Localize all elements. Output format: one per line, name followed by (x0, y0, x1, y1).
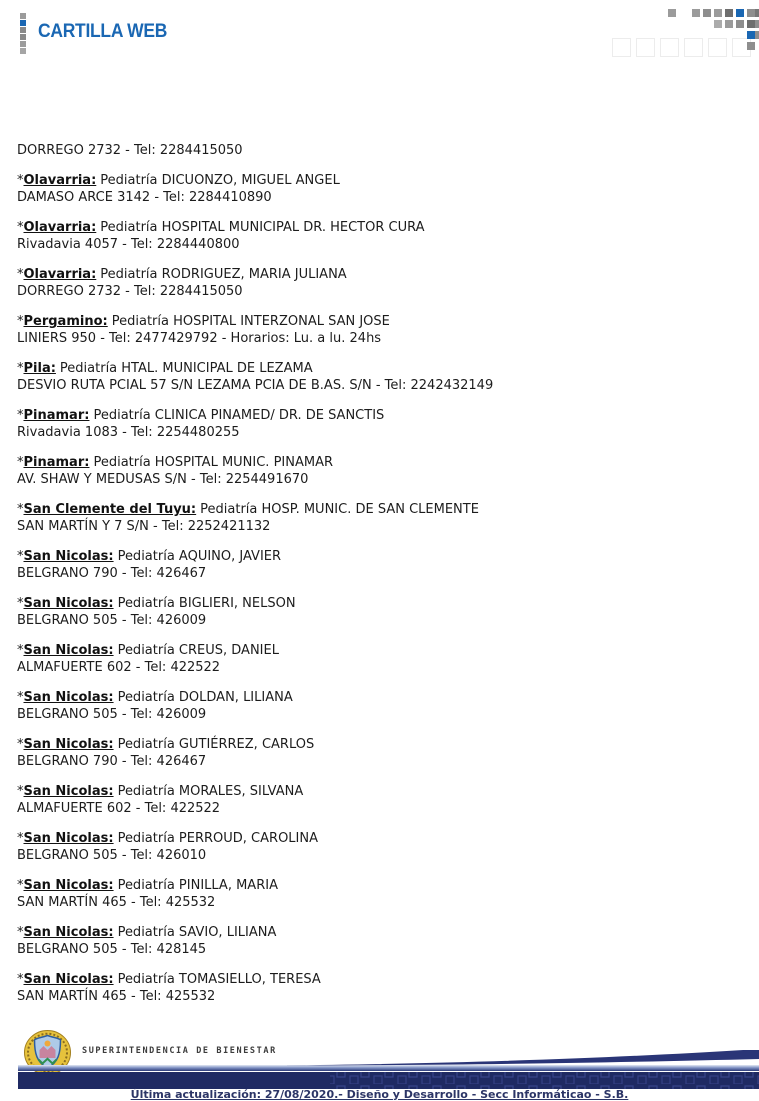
directory-entry (17, 407, 737, 441)
entry-address: AV. SHAW Y MEDUSAS S/N - Tel: 2254491670 (17, 472, 309, 487)
directory-entry (17, 501, 737, 535)
entry-provider: Pediatría HOSPITAL INTERZONAL SAN JOSE (111, 314, 390, 329)
entry-marker: * (17, 831, 24, 846)
entry-provider: Pediatría PINILLA, MARIA (117, 878, 278, 893)
directory-entry (17, 172, 737, 206)
entry-address: BELGRANO 790 - Tel: 426467 (17, 754, 207, 769)
page-title: CARTILLA WEB (38, 21, 168, 42)
entry-city: Pinamar: (23, 408, 90, 423)
entry-city: San Nicolas: (23, 690, 114, 705)
entry-address: BELGRANO 505 - Tel: 428145 (17, 942, 207, 957)
entry-marker: * (17, 455, 24, 470)
entry-city: Olavarria: (23, 267, 97, 282)
entry-city: San Nicolas: (23, 972, 114, 987)
entry-city: San Nicolas: (23, 925, 114, 940)
entry-marker: * (17, 408, 24, 423)
entry-address: BELGRANO 790 - Tel: 426467 (17, 566, 207, 581)
entry-marker: * (17, 173, 24, 188)
entry-provider: Pediatría BIGLIERI, NELSON (117, 596, 296, 611)
footer-wave-decoration (0, 1050, 759, 1092)
entry-provider: Pediatría PERROUD, CAROLINA (117, 831, 318, 846)
entry-city: Pila: (23, 361, 56, 376)
entry-provider: Pediatría HOSP. MUNIC. DE SAN CLEMENTE (200, 502, 479, 517)
directory-entry (17, 971, 737, 1005)
last-update-note: Última actualización: 27/08/2020.- Diseño y Desarrollo - Secc Informáticao - S.B. (130, 1088, 629, 1101)
entry-address: BELGRANO 505 - Tel: 426009 (17, 613, 207, 628)
directory-list (17, 142, 737, 1018)
directory-entry (17, 313, 737, 347)
entry-provider: Pediatría GUTIÉRREZ, CARLOS (117, 737, 315, 752)
entry-marker: * (17, 925, 24, 940)
entry-marker: * (17, 267, 24, 282)
entry-address: BELGRANO 505 - Tel: 426010 (17, 848, 207, 863)
directory-entry (17, 783, 737, 817)
entry-address: ALMAFUERTE 602 - Tel: 422522 (17, 801, 221, 816)
entry-provider: Pediatría DICUONZO, MIGUEL ANGEL (100, 173, 340, 188)
entry-marker: * (17, 737, 24, 752)
directory-entry (17, 219, 737, 253)
entry-address: DORREGO 2732 - Tel: 2284415050 (17, 284, 243, 299)
entry-provider: Pediatría CREUS, DANIEL (117, 643, 279, 658)
entry-address: DAMASO ARCE 3142 - Tel: 2284410890 (17, 190, 272, 205)
entry-marker: * (17, 643, 24, 658)
entry-address: SAN MARTÍN 465 - Tel: 425532 (17, 989, 216, 1004)
entry-marker: * (17, 596, 24, 611)
entry-city: San Nicolas: (23, 878, 114, 893)
directory-entry (17, 642, 737, 676)
pixel-mosaic-decoration (0, 0, 759, 60)
directory-entry (17, 548, 737, 582)
entry-provider: Pediatría CLINICA PINAMED/ DR. DE SANCTIS (93, 408, 385, 423)
entry-provider: Pediatría SAVIO, LILIANA (117, 925, 277, 940)
directory-entry (17, 595, 737, 629)
entry-provider: Pediatría RODRIGUEZ, MARIA JULIANA (100, 267, 347, 282)
entry-marker: * (17, 549, 24, 564)
entry-city: San Nicolas: (23, 596, 114, 611)
entry-provider: Pediatría HOSPITAL MUNICIPAL DR. HECTOR CURA (100, 220, 425, 235)
directory-entry (17, 736, 737, 770)
entry-marker: * (17, 878, 24, 893)
entry-city: Olavarria: (23, 220, 97, 235)
directory-entry (17, 454, 737, 488)
entry-address: Rivadavia 4057 - Tel: 2284440800 (17, 237, 240, 252)
entry-marker: * (17, 314, 24, 329)
entry-marker: * (17, 784, 24, 799)
entry-city: San Clemente del Tuyu: (23, 502, 197, 517)
entry-city: San Nicolas: (23, 643, 114, 658)
entry-city: San Nicolas: (23, 549, 114, 564)
entry-provider: Pediatría TOMASIELLO, TERESA (117, 972, 321, 987)
entry-marker: * (17, 972, 24, 987)
entry-provider: Pediatría HTAL. MUNICIPAL DE LEZAMA (59, 361, 313, 376)
entry-address: DESVIO RUTA PCIAL 57 S/N LEZAMA PCIA DE B.AS. S/N - Tel: 2242432149 (17, 378, 494, 393)
entry-address: LINIERS 950 - Tel: 2477429792 - Horarios: Lu. a lu. 24hs (17, 331, 382, 346)
directory-entry (17, 924, 737, 958)
directory-entry (17, 877, 737, 911)
entry-address: SAN MARTÍN Y 7 S/N - Tel: 2252421132 (17, 519, 271, 534)
entry-provider: Pediatría MORALES, SILVANA (117, 784, 304, 799)
entry-address: BELGRANO 505 - Tel: 426009 (17, 707, 207, 722)
entry-city: San Nicolas: (23, 737, 114, 752)
entry-provider: Pediatría DOLDAN, LILIANA (117, 690, 293, 705)
directory-entry (17, 830, 737, 864)
directory-entry (17, 266, 737, 300)
directory-entry (17, 689, 737, 723)
entry-address: Rivadavia 1083 - Tel: 2254480255 (17, 425, 240, 440)
entry-city: Pergamino: (23, 314, 108, 329)
entry-marker: * (17, 361, 24, 376)
org-name: SUPERINTENDENCIA DE BIENESTAR (82, 1046, 277, 1056)
entry-provider: Pediatría HOSPITAL MUNIC. PINAMAR (93, 455, 334, 470)
entry-city: San Nicolas: (23, 784, 114, 799)
entry-marker: * (17, 220, 24, 235)
entry-city: Olavarria: (23, 173, 97, 188)
directory-entry (17, 360, 737, 394)
entry-marker: * (17, 690, 24, 705)
directory-entry-orphan-address: DORREGO 2732 - Tel: 2284415050 (17, 143, 243, 158)
entry-address: SAN MARTÍN 465 - Tel: 425532 (17, 895, 216, 910)
entry-marker: * (17, 502, 24, 517)
entry-city: Pinamar: (23, 455, 90, 470)
entry-provider: Pediatría AQUINO, JAVIER (117, 549, 282, 564)
entry-address: ALMAFUERTE 602 - Tel: 422522 (17, 660, 221, 675)
entry-city: San Nicolas: (23, 831, 114, 846)
